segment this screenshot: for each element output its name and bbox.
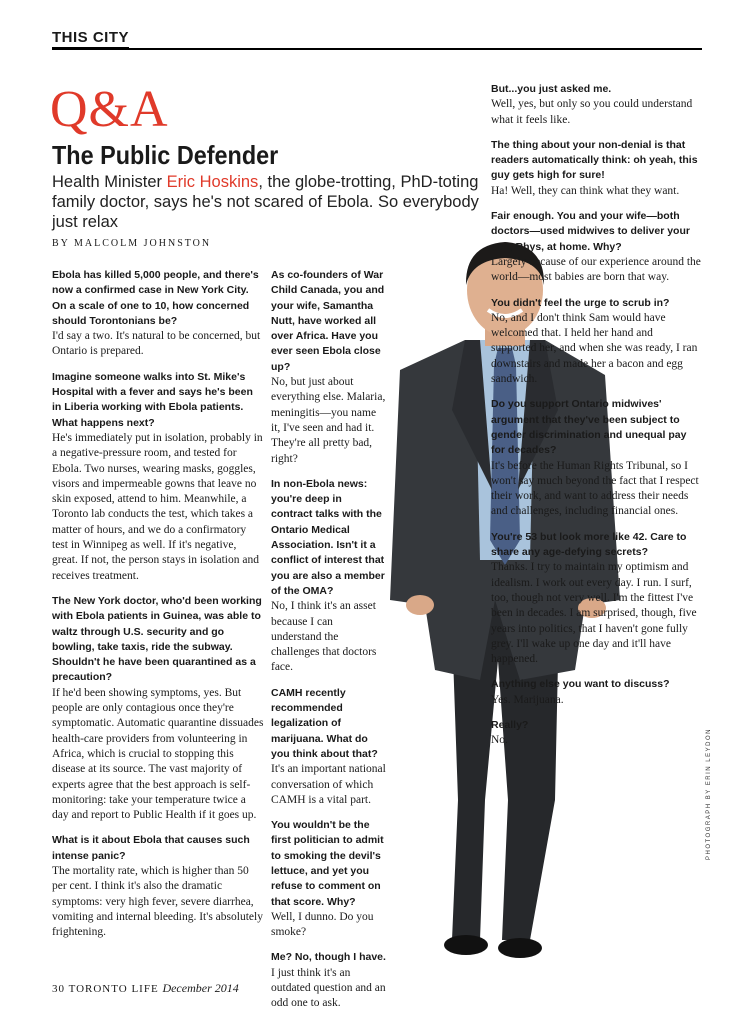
issue-date: December 2014: [162, 981, 239, 995]
qa-item: [491, 82, 701, 128]
answer: I just think it's an outdated question and an odd one to ask.: [271, 966, 386, 1010]
question: CAMH recently recommended legalization of marijuana. What do you think about that?: [271, 686, 378, 760]
qa-item: [52, 370, 264, 584]
page-number: 30: [52, 983, 65, 995]
question: You wouldn't be the first politician to admit to smoking the devil's lettuce, and yet you refuse to comment on that score. Why?: [271, 819, 384, 908]
question: The New York doctor, who'd been working with Ebola patients in Guinea, was able to waltz through U.S. security and go bowling, take taxis, ride the subway. Shouldn't he have been quarantined as a precaution?: [52, 594, 262, 684]
qa-item: [491, 718, 701, 749]
answer: Largely because of our experience around the world—most babies are born that way.: [491, 255, 701, 284]
answer: I'd say a two. It's natural to be concerned, but Ontario is prepared.: [52, 330, 261, 358]
question: But...you just asked me.: [491, 83, 612, 95]
question: Imagine someone walks into St. Mike's Hospital with a fever and says he's been in Liberia working with Ebola patients. What happens next?: [52, 370, 253, 429]
qa-item: [271, 818, 386, 940]
question: You're 53 but look more like 42. Care to share any age-defying secrets?: [491, 530, 687, 559]
headline: The Public Defender: [52, 140, 279, 170]
qa-item: [271, 686, 386, 808]
answer: No.: [491, 734, 508, 747]
left-hand: [406, 595, 434, 615]
qa-item: [491, 677, 701, 708]
question: You didn't feel the urge to scrub in?: [491, 296, 670, 309]
qa-item: [491, 138, 701, 199]
answer: It's an important national conversation of which CAMH is a vital part.: [271, 763, 386, 806]
header-rule: [52, 48, 702, 50]
answer: No, but just about everything else. Malaria, meningitis—you name it, I've seen and had it. They're all pretty bad, right?: [271, 376, 386, 465]
qa-item: [52, 833, 264, 940]
right-shoe: [498, 938, 542, 958]
answer: Well, I dunno. Do you smoke?: [271, 910, 374, 939]
left-shoe: [444, 935, 488, 955]
column-3: [491, 82, 701, 759]
byline: BY MALCOLM JOHNSTON: [52, 238, 212, 249]
question: What is it about Ebola that causes such intense panic?: [52, 834, 250, 862]
dek-name: Eric Hoskins: [166, 173, 259, 191]
magazine-name: TORONTO LIFE: [68, 983, 159, 995]
qa-item: [52, 594, 264, 823]
qa-item: [52, 268, 264, 360]
answer: No, and I don't think Sam would have welcomed that. I held her hand and supported her, and when she was ready, I ran downstairs and made her a bacon and egg sandwich.: [491, 311, 698, 386]
section-tag: THIS CITY: [52, 29, 129, 49]
answer: Ha! Well, they can think what they want.: [491, 184, 680, 197]
answer: Thanks. I try to maintain my optimism and idealism. I work out every day. I run. I surf, too, though not very well. I'm the fittest I've been in decades. I am surprised, though, five years into politics, that I haven't gone fully grey. I'll wake up one day and it'll have happened.: [491, 561, 697, 666]
qa-kicker: Q&A: [50, 81, 169, 138]
column-2: [271, 268, 386, 1022]
question: Fair enough. You and your wife—both doctors—used midwives to deliver your son, Rhys, at home. Why?: [491, 210, 690, 253]
answer: Well, yes, but only so you could understand what it feels like.: [491, 98, 693, 126]
question: Really?: [491, 718, 529, 731]
qa-item: [491, 530, 701, 668]
answer: The mortality rate, which is higher than 50 per cent. I think it's also the dramatic symptoms: very high fever, severe diarrhea, vomiting and internal bleeding. It's absolutely frightening.: [52, 864, 263, 939]
qa-item: [271, 950, 386, 1011]
question: In non-Ebola news: you're deep in contract talks with the Ontario Medical Association. Isn't it a conflict of interest that you are also a member of the OMA?: [271, 477, 385, 597]
qa-item: [271, 477, 386, 676]
page-footer: [52, 981, 239, 996]
answer: He's immediately put in isolation, probably in a negative-pressure room, and tested for Ebola. Two nurses, wearing masks, goggles, visors and impermeable gowns that leave no skin exposed, attend to him. Meanwhile, a Toronto lab conducts the test, which takes a matter of hours, and we do a confirmatory test in Winnipeg as well. If it's negative, great. If not, the person stays in isolation and receives treatment.: [52, 431, 263, 582]
photo-credit: PHOTOGRAPH BY ERIN LEYDON: [706, 728, 712, 860]
dek: [52, 172, 482, 232]
question: Anything else you want to discuss?: [491, 678, 670, 691]
column-1: [52, 268, 264, 950]
qa-item: [491, 296, 701, 388]
answer: It's before the Human Rights Tribunal, so I won't say much beyond the fact that I respect their work, and want to address their needs and challenges, including financial ones.: [491, 459, 699, 518]
answer: If he'd been showing symptoms, yes. But people are only contagious once they're symptomatic. Automatic quarantine dissuades health-care providers from volunteering in Africa, which is crucial to stopping this disease at its source. The vast majority of experts agree that the best approach is self-monitoring: take your temperature twice a day and report to Public Health if it goes up.: [52, 686, 264, 822]
qa-item: [491, 397, 701, 519]
answer: No, I think it's an asset because I can understand the challenges that doctors face.: [271, 600, 377, 674]
question: Me? No, though I have.: [271, 951, 386, 964]
question: The thing about your non-denial is that readers automatically think: oh yeah, this guy gets high for sure!: [491, 138, 698, 182]
question: As co-founders of War Child Canada, you and your wife, Samantha Nutt, have worked all over Africa. Have you ever seen Ebola close up?: [271, 269, 385, 373]
question: Do you support Ontario midwives' argument that they've been subject to gender discrimination and unequal pay for decades?: [491, 398, 687, 457]
qa-item: [491, 209, 701, 285]
question: Ebola has killed 5,000 people, and there's now a confirmed case in New York City. On a scale of one to 10, how concerned should Torontonians be?: [52, 269, 259, 327]
answer: Yes. Marijuana.: [491, 693, 564, 706]
dek-pre: Health Minister: [52, 173, 167, 191]
qa-item: [271, 268, 386, 467]
dek-post: , the globe-trotting, PhD-toting family doctor, says he's not scared of Ebola. So everybody just relax: [52, 173, 479, 231]
